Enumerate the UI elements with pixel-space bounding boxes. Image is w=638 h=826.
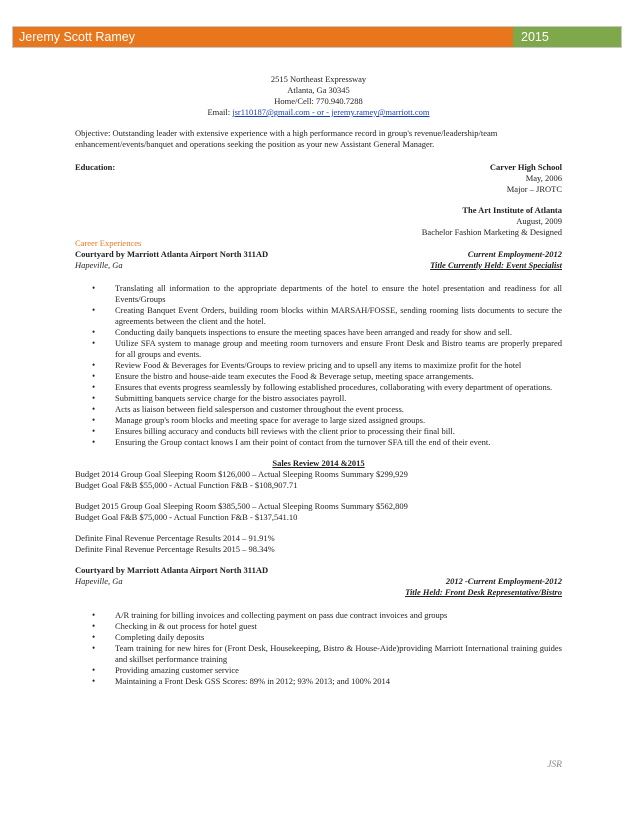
list-item: • A/R training for billing invoices and collecting payment on pass due contract invoices and groups bbox=[115, 610, 562, 621]
job1-company: Courtyard by Marriott Atlanta Airport North 311AD bbox=[75, 249, 269, 259]
list-item: • Translating all information to the appropriate departments of the hotel to ensure the hotel presentation and readiness for all Events/Groups bbox=[115, 283, 562, 305]
list-item: • Team training for new hires for (Front Desk, Housekeeping, Bistro & House-Aide)providing Marriott International training guides and skillset performance training bbox=[115, 643, 562, 665]
job1-header bbox=[75, 249, 562, 260]
list-item: • Review Food & Beverages for Events/Groups to review pricing and to upsell any items to maximize profit for the hotel bbox=[115, 360, 562, 371]
list-item: • Manage group's room blocks and meeting space for average to large sized assigned groups. bbox=[115, 415, 562, 426]
header-bar bbox=[12, 26, 622, 48]
sales-review-heading: Sales Review 2014 &2015 bbox=[272, 458, 365, 468]
footer-initials: JSR bbox=[547, 760, 562, 770]
list-item: • Submitting banquets service charge for the bistro associates payroll. bbox=[115, 393, 562, 404]
job2-status: 2012 -Current Employment-2012 bbox=[445, 576, 562, 586]
career-heading: Career Experiences bbox=[75, 238, 142, 248]
contact-email-line bbox=[75, 107, 562, 118]
job2-subheader bbox=[75, 576, 562, 587]
header-year: 2015 bbox=[513, 27, 621, 47]
education-label: Education: bbox=[75, 162, 116, 172]
job2-company: Courtyard by Marriott Atlanta Airport North 311AD bbox=[75, 565, 269, 575]
list-item: • Completing daily deposits bbox=[115, 632, 562, 643]
job1-duties bbox=[75, 283, 562, 448]
contact-phone: Home/Cell: 770.940.7288 bbox=[274, 96, 363, 106]
school-date: August, 2009 bbox=[516, 216, 562, 226]
education-row bbox=[75, 162, 562, 173]
sales-line: Budget 2015 Group Goal Sleeping Room $385,500 – Actual Sleeping Rooms Summary $562,809 bbox=[75, 501, 408, 511]
job2-location: Hapeville, Ga bbox=[75, 576, 123, 586]
list-item: • Utilize SFA system to manage group and meeting room turnovers and ensure Front Desk and Bistro teams are properly prepared for all groups and events. bbox=[115, 338, 562, 360]
list-item: • Acts as liaison between field salesperson and customer throughout the event process. bbox=[115, 404, 562, 415]
list-item: • Creating Banquet Event Orders, building room blocks within MARSAH/FOSSE, sending rooming lists documents to secure the agreements between the client and the hotel. bbox=[115, 305, 562, 327]
job1-subheader bbox=[75, 260, 562, 271]
list-item: • Ensure the bistro and house-aide team executes the Food & Beverage setup, meeting space arrangements. bbox=[115, 371, 562, 382]
job2-duties bbox=[75, 610, 562, 687]
sales-line: Definite Final Revenue Percentage Results 2014 – 91.91% bbox=[75, 533, 275, 543]
school-detail: Bachelor Fashion Marketing & Designed bbox=[421, 227, 562, 237]
contact-email-label: Email: bbox=[207, 107, 231, 117]
list-item: • Providing amazing customer service bbox=[115, 665, 562, 676]
resume-body bbox=[75, 74, 562, 687]
list-item: • Checking in & out process for hotel guest bbox=[115, 621, 562, 632]
contact-block bbox=[75, 74, 562, 118]
job1-title: Title Currently Held: Event Specialist bbox=[430, 260, 562, 270]
sales-line: Budget Goal F&B $55,000 - Actual Function F&B - $108,907.71 bbox=[75, 480, 298, 490]
list-item: • Maintaining a Front Desk GSS Scores: 89% in 2012; 93% 2013; and 100% 2014 bbox=[115, 676, 562, 687]
header-name: Jeremy Scott Ramey bbox=[13, 27, 513, 47]
contact-city: Atlanta, Ga 30345 bbox=[287, 85, 350, 95]
list-item: • Ensures billing accuracy and conducts bill reviews with the client prior to processing their final bill. bbox=[115, 426, 562, 437]
contact-email-link[interactable]: jsr110187@gmail.com - or - jeremy.ramey@marriott.com bbox=[232, 107, 430, 117]
job1-status: Current Employment-2012 bbox=[467, 249, 562, 259]
sales-line: Budget Goal F&B $75,000 - Actual Function F&B - $137,541.10 bbox=[75, 512, 298, 522]
job2-title: Title Held: Front Desk Representative/Bistro bbox=[405, 587, 562, 597]
objective-text: Objective: Outstanding leader with extensive experience with a high performance record in group's revenue/leadership/team enhancement/events/banquet and operations seeking the position as your new Assistant General Manager. bbox=[75, 128, 498, 149]
list-item: • Ensuring the Group contact knows I am their point of contact from the turnover SFA till the end of their event. bbox=[115, 437, 562, 448]
school-name: Carver High School bbox=[489, 162, 562, 172]
list-item: • Conducting daily banquets inspections to ensure the meeting spaces have been arranged and ready for show and sell. bbox=[115, 327, 562, 338]
contact-address: 2515 Northeast Expressway bbox=[270, 74, 367, 84]
school-name: The Art Institute of Atlanta bbox=[462, 205, 562, 215]
school-date: May, 2006 bbox=[525, 173, 562, 183]
sales-line: Definite Final Revenue Percentage Results 2015 – 98.34% bbox=[75, 544, 275, 554]
list-item: • Ensures that events progress seamlessly by following established procedures, collaborating with every department of operations. bbox=[115, 382, 562, 393]
job1-location: Hapeville, Ga bbox=[75, 260, 123, 270]
school-detail: Major – JROTC bbox=[506, 184, 562, 194]
sales-line: Budget 2014 Group Goal Sleeping Room $126,000 – Actual Sleeping Rooms Summary $299,929 bbox=[75, 469, 408, 479]
